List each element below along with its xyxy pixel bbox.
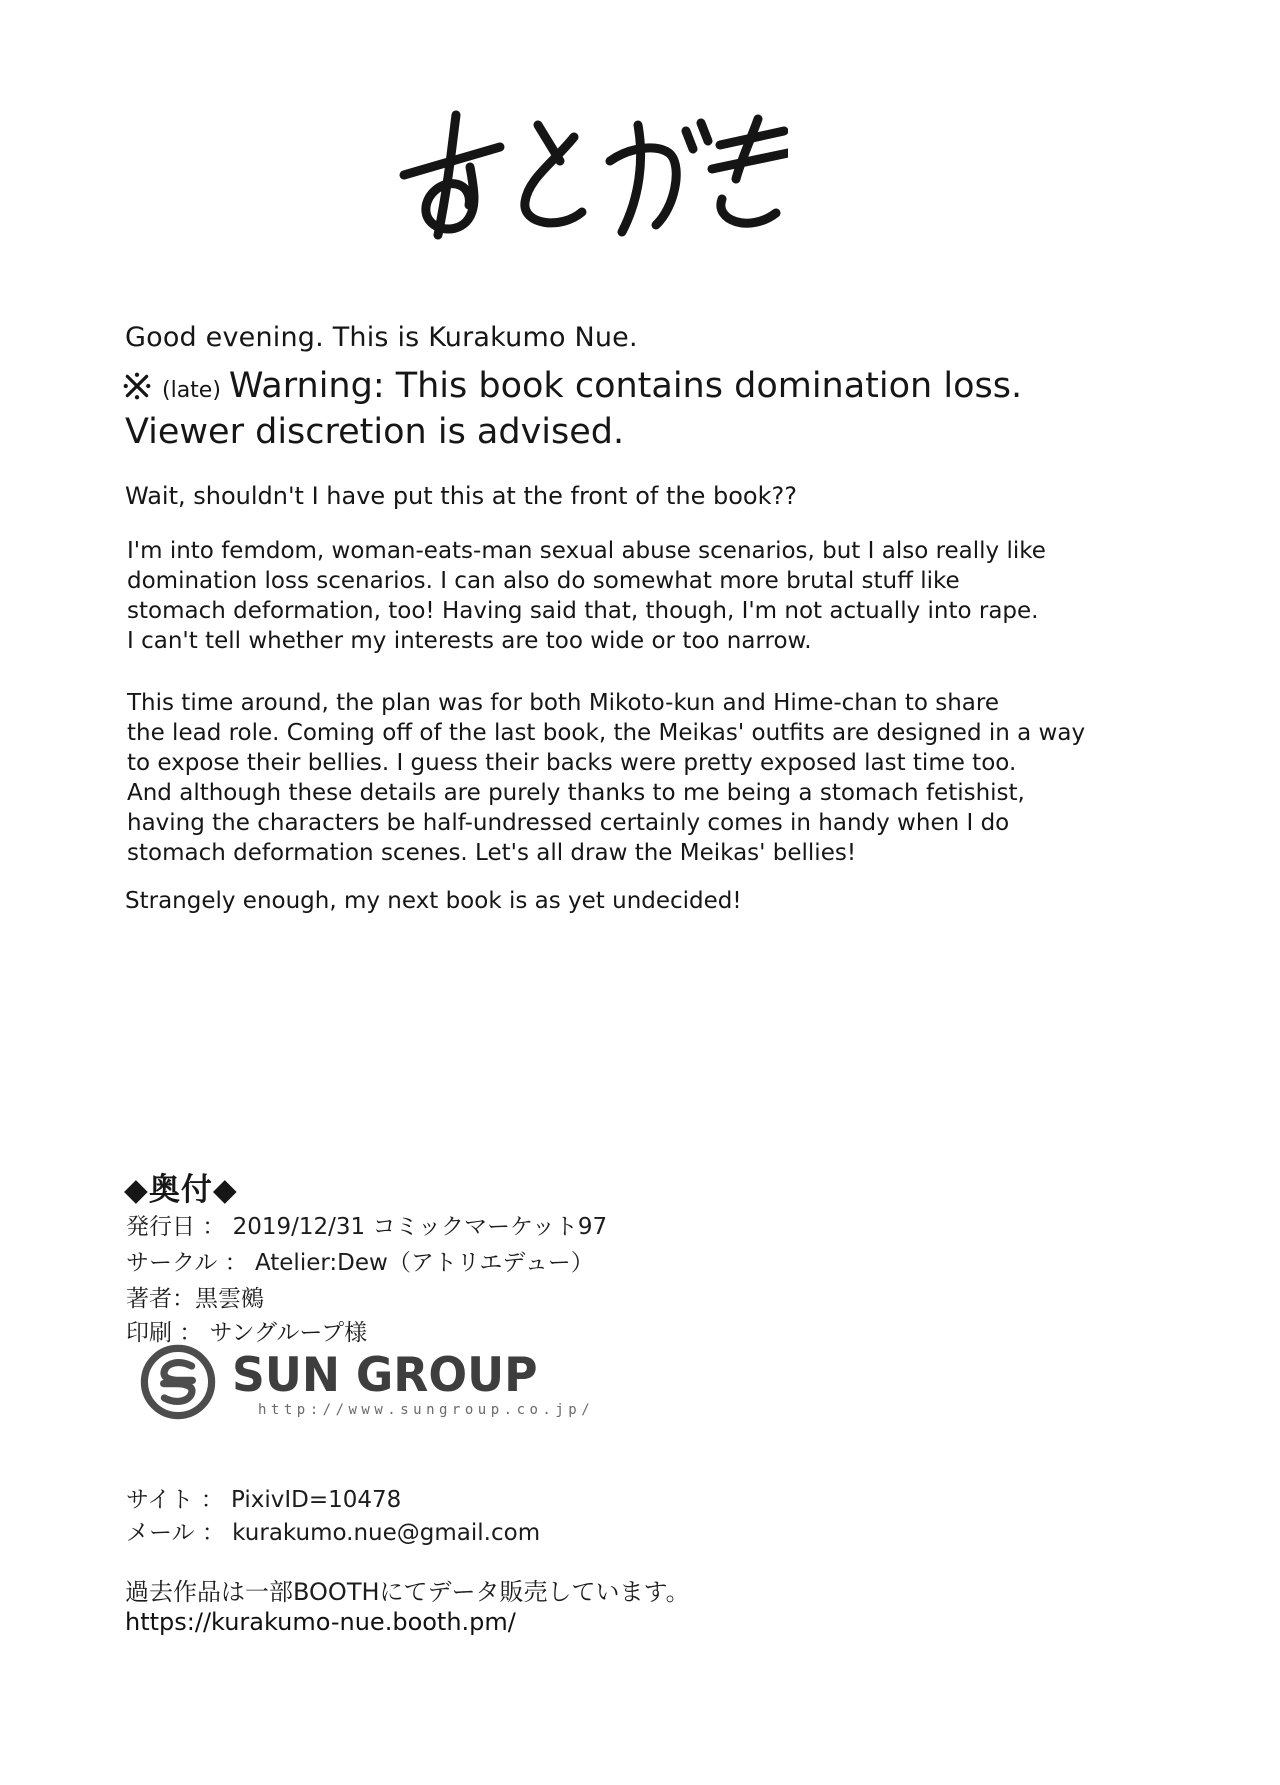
paragraph-2-line: And although these details are purely thanks to me being a stomach fetishist, [127,780,1025,806]
row-label: 印刷 [126,1320,172,1346]
row-separator: ： [195,1214,233,1240]
reference-mark-icon [122,371,152,401]
colophon-row-site [126,1481,401,1514]
row-separator: ： [172,1320,210,1346]
row-value: サングループ様 [209,1320,368,1346]
sun-group-name: SUN GROUP [232,1348,538,1403]
handwritten-title-icon [398,110,788,242]
row-separator: ： [172,1286,195,1312]
row-value: PixivID=10478 [231,1487,402,1513]
warning-text-1: Warning: This book contains domination loss. [228,366,1023,406]
row-value: 2019/12/31 コミックマーケット97 [232,1214,608,1240]
booth-note-text: 過去作品は一部BOOTHにてデータ販売しています。 [125,1578,690,1606]
sun-group-emblem-icon [138,1342,218,1422]
colophon-heading: ◆奥付◆ [124,1172,238,1208]
sun-group-wordmark [232,1342,594,1418]
row-value: 黒雲鵺 [195,1286,264,1312]
row-separator: ： [217,1250,255,1276]
row-label: メール [126,1520,195,1546]
row-label: サイト [126,1487,194,1513]
sun-group-logo [138,1342,594,1422]
warning-late-text: (late) [162,377,221,403]
paragraph-2-line: stomach deformation scenes. Let's all draw the Meikas' bellies! [127,840,857,866]
colophon-row-circle [126,1244,594,1277]
paragraph-1-line: I'm into femdom, woman-eats-man sexual abuse scenarios, but I also really like [127,538,1046,564]
booth-url-text: https://kurakumo-nue.booth.pm/ [125,1608,516,1636]
paragraph-2 [127,688,1085,868]
row-label: 著者 [126,1286,172,1312]
colophon-row-publication-date [126,1208,607,1241]
row-value: kurakumo.nue@gmail.com [232,1520,541,1546]
warning-line [122,366,1022,406]
warning-text-2: Viewer discretion is advised. [125,412,625,452]
aside-text: Wait, shouldn't I have put this at the front of the book?? [125,482,797,510]
colophon-row-mail [126,1514,540,1547]
row-value: Atelier:Dew（アトリエデュー） [254,1250,594,1276]
paragraph-1 [127,536,1046,656]
paragraph-2-line: This time around, the plan was for both Mikoto-kun and Hime-chan to share [127,690,1000,716]
paragraph-2-line: having the characters be half-undressed certainly comes in handy when I do [127,810,1010,836]
sun-group-url: http://www.sungroup.co.jp/ [258,1402,595,1418]
row-separator: ： [194,1520,233,1546]
greeting-text: Good evening. This is Kurakumo Nue. [125,322,638,353]
paragraph-2-line: the lead role. Coming off of the last book, the Meikas' outfits are designed in a way [127,720,1086,746]
colophon-row-author [126,1280,264,1313]
paragraph-1-line: I can't tell whether my interests are too wide or too narrow. [127,628,812,654]
page-title [398,110,788,242]
paragraph-2-line: to expose their bellies. I guess their backs were pretty exposed last time too. [127,750,1017,776]
paragraph-1-line: domination loss scenarios. I can also do somewhat more brutal stuff like [127,568,960,594]
closing-text: Strangely enough, my next book is as yet undecided! [125,888,742,914]
paragraph-1-line: stomach deformation, too! Having said that, though, I'm not actually into rape. [127,598,1039,624]
row-label: サークル [126,1250,218,1276]
row-label: 発行日 [126,1214,195,1240]
row-separator: ： [193,1487,232,1513]
